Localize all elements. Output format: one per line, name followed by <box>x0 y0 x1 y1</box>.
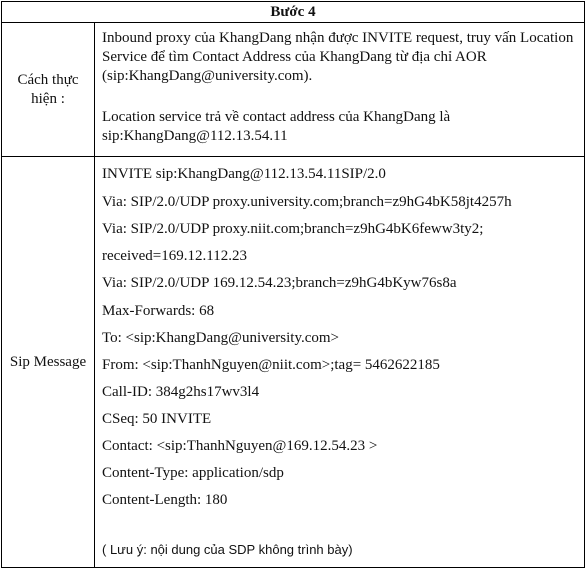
table-row <box>2 23 584 157</box>
sip-label: Sip Message <box>9 353 87 370</box>
table-header-row <box>2 2 584 23</box>
table-row <box>2 157 584 567</box>
sip-line: Max-Forwards: 68 <box>102 303 215 319</box>
sip-line: received=169.12.112.23 <box>102 248 247 264</box>
sip-line: CSeq: 50 INVITE <box>102 411 212 427</box>
row-label-method <box>2 23 95 156</box>
method-label: Cách thực hiện : <box>17 71 79 107</box>
sip-line: INVITE sip:KhangDang@112.13.54.11SIP/2.0 <box>102 166 386 182</box>
sip-line: Content-Type: application/sdp <box>102 465 284 481</box>
sip-line: Via: SIP/2.0/UDP 169.12.54.23;branch=z9hG4bKyw76s8a <box>102 275 457 291</box>
sip-line: Via: SIP/2.0/UDP proxy.university.com;branch=z9hG4bK58jt4257h <box>102 194 512 210</box>
method-paragraph-1: Inbound proxy của KhangDang nhận được INVITE request, truy vấn Location Service để tìm Contact Address của KhangDang từ địa chỉ AOR (sip:KhangDang@university.com). <box>102 30 574 84</box>
sip-line: Via: SIP/2.0/UDP proxy.niit.com;branch=z9hG4bK6feww3ty2; <box>102 221 484 237</box>
row-label-sip <box>2 157 95 567</box>
sip-line: From: <sip:ThanhNguyen@niit.com>;tag= 5462622185 <box>102 357 440 373</box>
sip-line: To: <sip:KhangDang@university.com> <box>102 330 340 346</box>
sip-line: Call-ID: 384g2hs17wv3l4 <box>102 384 260 400</box>
row-content-method <box>95 23 584 156</box>
sip-line: Content-Length: 180 <box>102 492 228 508</box>
method-paragraph-2: Location service trả về contact address của KhangDang là sip:KhangDang@112.13.54.11 <box>102 109 451 144</box>
table-title: Bước 4 <box>270 4 316 20</box>
row-content-sip <box>95 157 584 567</box>
sip-line: Contact: <sip:ThanhNguyen@169.12.54.23 > <box>102 438 378 454</box>
sdp-note: ( Lưu ý: nội dung của SDP không trình bày) <box>102 542 353 557</box>
step-table <box>1 1 585 568</box>
